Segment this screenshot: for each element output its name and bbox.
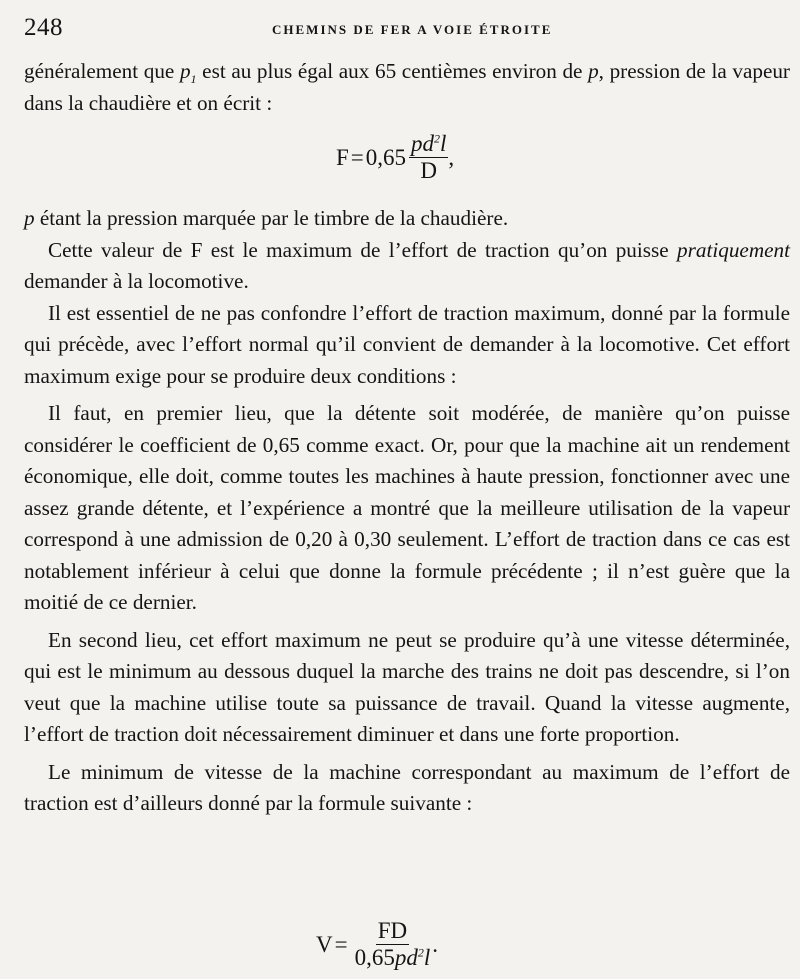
formula-lhs: V [316, 931, 333, 957]
page-body [24, 56, 790, 820]
paragraph-7: Le minimum de vitesse de la machine correspondant au maximum de l’effort de traction est d’ailleurs donné par la formule suivante : [24, 759, 790, 815]
fraction-numerator: FD [377, 918, 408, 943]
paragraph-3 [24, 235, 790, 298]
text-run: Cette valeur de F est le maximum de l’effort de traction qu’on puisse [48, 237, 678, 262]
paragraph-1 [24, 56, 790, 119]
formula-equals: = [334, 931, 348, 957]
formula-fraction [353, 918, 433, 971]
formula-vitesse [316, 918, 438, 971]
text-run: demander à la locomotive. [24, 269, 249, 293]
text-run: généralement que [24, 59, 180, 83]
variable-p: p [24, 206, 35, 230]
fraction-numerator: $pd^2l$ [411, 131, 447, 156]
formula-coefficient: 0,65 [365, 144, 407, 170]
page-header [24, 14, 790, 44]
fraction-denominator: D [420, 158, 438, 183]
formula-punctuation: , [448, 144, 455, 170]
page-number: 248 [24, 14, 63, 41]
emphasis-text: pratiquement [677, 237, 790, 262]
paragraph-4: Il est essentiel de ne pas confondre l’effort de traction maximum, donné par la formule qui précède, avec l’effort normal qu’il convient de demander à la locomotive. Cet effort maximum exige pour se produire deux conditions : [24, 300, 790, 388]
text-run: étant la pression marquée par le timbre de la chaudière. [34, 206, 509, 230]
formula-punctuation: . [432, 931, 438, 957]
text-run: , pression de la vapeur dans la chaudière et on écrit : [24, 59, 790, 115]
paragraph-2 [24, 203, 790, 235]
paragraph-5: Il faut, en premier lieu, que la détente soit modérée, de manière qu’on puisse considérer le coefficient de 0,65 comme exact. Or, pour que la machine ait un rendement économique, elle doit, comme toutes les machines à haute pression, fonctionner avec une assez grande détente, et l’expérience a montré que la meilleure utilisation de la vapeur correspond à une admission de 0,20 à 0,30 seulement. L’effort de traction dans ce cas est notablement inférieur à celui que donne la formule précédente ; il n’est guère que la moitié de ce dernier. [24, 401, 790, 614]
formula-equals: = [350, 144, 364, 170]
text-run: est au plus égal aux 65 centièmes environ de [196, 59, 589, 83]
variable-p: p [588, 59, 599, 83]
fraction-denominator: $0,65pd^2l$ [354, 945, 431, 970]
variable-p1: $p_1$ [179, 59, 197, 87]
running-title: CHEMINS DE FER A VOIE ÉTROITE [272, 22, 553, 37]
paragraph-6: En second lieu, cet effort maximum ne peut se produire qu’à une vitesse déterminée, qui est le minimum au dessous duquel la marche des trains ne doit pas descendre, si l’on veut que la machine utilise toute sa puissance de travail. Quand la vitesse augmente, l’effort de traction doit nécessairement diminuer et dans une forte proportion. [24, 627, 790, 746]
formula-fraction [409, 131, 448, 184]
formula-lhs: F [336, 144, 349, 170]
formula-effort [24, 119, 790, 203]
